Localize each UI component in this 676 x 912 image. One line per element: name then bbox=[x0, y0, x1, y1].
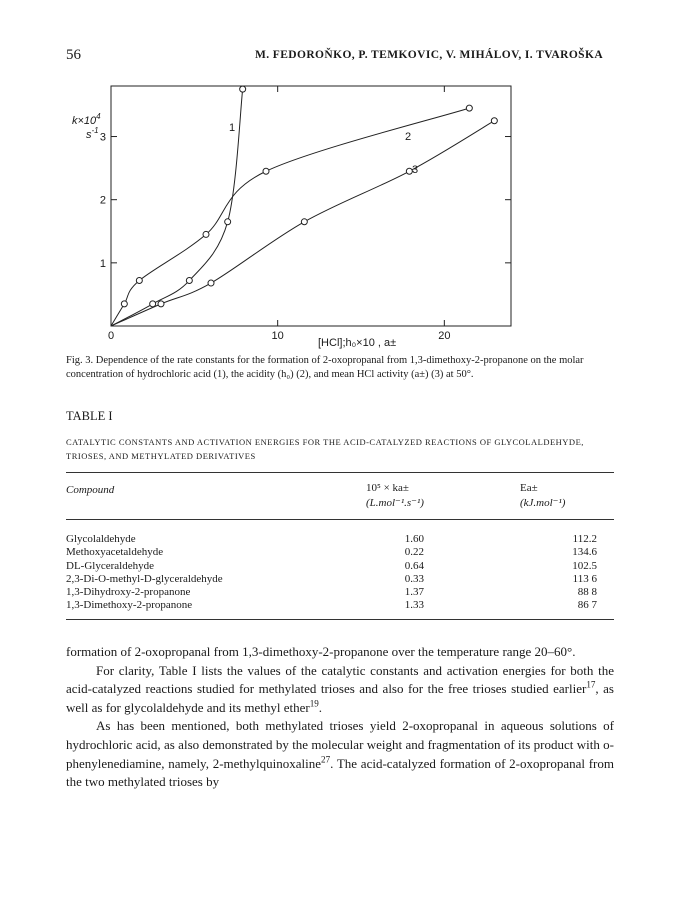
paragraph-1: formation of 2-oxopropanal from 1,3-dimethoxy-2-propanone over the temperature range 20–60°. bbox=[66, 644, 576, 659]
series-1-point bbox=[150, 301, 156, 307]
curve-label-1: 1 bbox=[229, 122, 236, 134]
cell-compound: Methoxyacetaldehyde bbox=[66, 546, 164, 559]
table-row bbox=[66, 599, 614, 612]
x-tick-label: 0 bbox=[107, 330, 115, 342]
rate-constant-chart bbox=[60, 76, 620, 350]
table-header-rule bbox=[66, 519, 614, 520]
y-axis-label: $k\times 10^4$ bbox=[72, 112, 101, 127]
body-text bbox=[66, 643, 614, 792]
table-row bbox=[66, 573, 614, 586]
cell-e: 86 7 bbox=[577, 599, 597, 612]
ref-17: 17 bbox=[586, 679, 596, 690]
y-tick-label: 1 bbox=[99, 257, 106, 270]
table-row bbox=[66, 546, 614, 559]
series-1-point bbox=[240, 86, 246, 92]
cell-k: 1.60 bbox=[404, 533, 424, 545]
cell-k: 0.64 bbox=[404, 559, 424, 572]
series-2-point bbox=[121, 301, 127, 307]
column-header-compound: Compound bbox=[66, 484, 115, 496]
series-2-point bbox=[263, 168, 269, 174]
cell-compound: 1,3-Dimethoxy-2-propanone bbox=[66, 599, 193, 612]
x-tick-label: 10 bbox=[271, 330, 284, 342]
column-header-k-line1: 10⁵ × ka± bbox=[366, 482, 409, 494]
cell-compound: DL-Glyceraldehyde bbox=[66, 559, 154, 572]
curve-label-2: 2 bbox=[405, 131, 412, 143]
page-number: 56 bbox=[66, 47, 81, 63]
cell-e: 134.6 bbox=[572, 546, 597, 559]
x-tick-label: 20 bbox=[438, 330, 451, 342]
series-3-point bbox=[158, 301, 164, 307]
series-1-point bbox=[225, 219, 231, 225]
paragraph-2: For clarity, Table I lists the values of the catalytic constants and activation energies for both the acid-catalyzed reactions studied for methylated trioses and also for the free trioses studied earlier$^{17}$, as well as for glycolaldehyde and its methyl ether$^{19}$. bbox=[66, 662, 614, 715]
cell-k: 0.22 bbox=[404, 546, 424, 559]
y-tick-label: 2 bbox=[99, 194, 106, 207]
table-title: CATALYTIC CONSTANTS AND ACTIVATION ENERGIES FOR THE ACID-CATALYZED REACTIONS OF GLYCOLALDEHYDE, TRIOSES, AND METHYLATED DERIVATIVES bbox=[66, 437, 584, 461]
column-header-e-line1: Ea± bbox=[520, 482, 538, 494]
series-3-point bbox=[208, 280, 214, 286]
table-body bbox=[66, 533, 614, 613]
series-2-point bbox=[136, 278, 142, 284]
running-head: M. FEDOROŇKO, P. TEMKOVIC, V. MIHÁLOV, I. TVAROŠKA bbox=[255, 49, 604, 61]
table-top-rule bbox=[66, 472, 614, 473]
cell-compound: Glycolaldehyde bbox=[66, 533, 136, 545]
series-2-point bbox=[203, 231, 209, 237]
figure-caption: Fig. 3. Dependence of the rate constants for the formation of 2-oxopropanal from 1,3-dimethoxy-2-propanone on the molar concentration of hydrochloric acid (1), the acidity (h₀) (2), and mean HCl activity (a±) (3) at 50°. bbox=[66, 355, 584, 380]
x-axis-label: [HCl];h₀×10 , a± bbox=[318, 337, 397, 349]
cell-compound: 2,3-Di-O-methyl-D-glyceraldehyde bbox=[66, 572, 223, 585]
cell-e: 102.5 bbox=[572, 559, 597, 572]
cell-k: 1.33 bbox=[404, 599, 424, 612]
table-row bbox=[66, 560, 614, 573]
series-2-point bbox=[466, 105, 472, 111]
cell-e: 113 6 bbox=[572, 572, 597, 585]
column-header-k bbox=[366, 481, 476, 511]
y-tick-label: 3 bbox=[99, 131, 106, 144]
table-row bbox=[66, 586, 614, 599]
ref-27: 27 bbox=[321, 754, 331, 765]
cell-k: 0.33 bbox=[404, 572, 424, 585]
cell-k: 1.37 bbox=[404, 586, 424, 599]
series-1-point bbox=[186, 278, 192, 284]
series-3-point bbox=[301, 219, 307, 225]
table-label: TABLE I bbox=[66, 409, 113, 423]
column-header-e bbox=[520, 481, 600, 511]
column-header-k-line2: (L.mol⁻¹.s⁻¹) bbox=[366, 497, 424, 509]
curve-label-3: 3 bbox=[412, 164, 419, 176]
y-axis-unit: $s^{-1}$ bbox=[86, 126, 99, 141]
cell-compound: 1,3-Dihydroxy-2-propanone bbox=[66, 586, 191, 599]
column-header-e-line2: (kJ.mol⁻¹) bbox=[520, 497, 566, 509]
ref-19: 19 bbox=[309, 698, 319, 709]
paragraph-3: As has been mentioned, both methylated trioses yield 2-oxopropanal in aqueous solutions of hydrochloric acid, as also demonstrated by the molecular weight and fragmentation of its product with o-phenylenediamine, namely, 2-methylquinoxaline$^{27}$. The acid-catalyzed formation of 2-oxopropanal from the two methylated trioses by bbox=[66, 718, 614, 790]
cell-e: 88 8 bbox=[577, 586, 597, 599]
cell-e: 112.2 bbox=[572, 533, 597, 545]
plot-frame bbox=[111, 86, 511, 326]
table-row bbox=[66, 533, 614, 546]
series-2-curve bbox=[111, 108, 469, 326]
table-bottom-rule bbox=[66, 619, 614, 620]
series-3-point bbox=[491, 118, 497, 124]
figure-3 bbox=[60, 76, 620, 350]
